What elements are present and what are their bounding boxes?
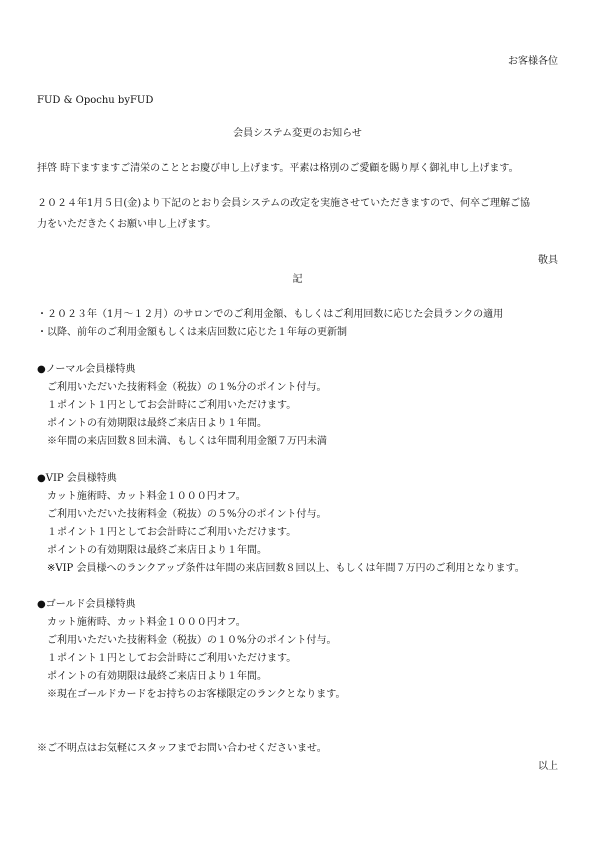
footer-note: ※ご不明点はお気軽にスタッフまでお問い合わせくださいませ。: [37, 743, 327, 754]
normal-benefit-line: ※年間の来店回数８回未満、もしくは年間利用金額７万円未満: [47, 436, 327, 447]
vip-benefit-line: カット施術時、カット料金１０００円オフ。: [47, 491, 246, 502]
normal-benefit-line: ポイントの有効期限は最終ご来店日より１年間。: [47, 418, 267, 429]
vip-section-heading: ●VIP 会員様特典: [37, 473, 117, 484]
document-title: 会員システム変更のお知らせ: [233, 128, 362, 139]
gold-benefit-line: カット施術時、カット料金１０００円オフ。: [47, 617, 246, 628]
normal-benefit-line: １ポイント１円としてお会計時にご利用いただけます。: [47, 400, 297, 411]
gold-benefit-line: ポイントの有効期限は最終ご来店日より１年間。: [47, 671, 267, 682]
vip-benefit-line: ポイントの有効期限は最終ご来店日より１年間。: [47, 545, 267, 556]
gold-benefit-line: ご利用いただいた技術料金（税抜）の１０%分のポイント付与。: [47, 635, 337, 646]
normal-benefit-line: ご利用いただいた技術料金（税抜）の１%分のポイント付与。: [47, 382, 327, 393]
ending-mark: 以上: [538, 761, 558, 772]
intro-line-2: 力をいただきたくお願い申し上げます。: [37, 219, 217, 230]
vip-benefit-line: １ポイント１円としてお会計時にご利用いただけます。: [47, 527, 297, 538]
gold-section-heading: ●ゴールド会員様特典: [37, 599, 136, 610]
greeting-paragraph: 拝啓 時下ますますご清栄のこととお慶び申し上げます。平素は格別のご愛顧を賜り厚く御礼申し上げます。: [37, 163, 519, 174]
gold-benefit-line: ※現在ゴールドカードをお持ちのお客様限定のランクとなります。: [47, 689, 346, 700]
gold-benefit-line: １ポイント１円としてお会計時にご利用いただけます。: [47, 653, 297, 664]
intro-line-1: ２０２４年1月５日(金)より下記のとおり会員システムの改定を実施させていただきますので、何卒ご理解ご協: [37, 198, 530, 209]
vip-benefit-line: ご利用いただいた技術料金（税抜）の５%分のポイント付与。: [47, 509, 327, 520]
sender-name: FUD & Opochu byFUD: [37, 95, 154, 106]
bullet-item: ・２０２３年（1月〜１２月）のサロンでのご利用金額、もしくはご利用回数に応じた会員ランクの適用: [37, 309, 504, 320]
vip-benefit-line: ※VIP 会員様へのランクアップ条件は年間の来店回数８回以上、もしくは年間７万円のご利用となります。: [47, 563, 525, 574]
closing-greeting: 敬具: [538, 255, 558, 266]
ki-heading: 記: [292, 274, 303, 285]
recipient: お客様各位: [508, 56, 558, 67]
bullet-item: ・以降、前年のご利用金額もしくは来店回数に応じた１年毎の更新制: [37, 327, 347, 338]
normal-section-heading: ●ノーマル会員様特典: [37, 364, 136, 375]
